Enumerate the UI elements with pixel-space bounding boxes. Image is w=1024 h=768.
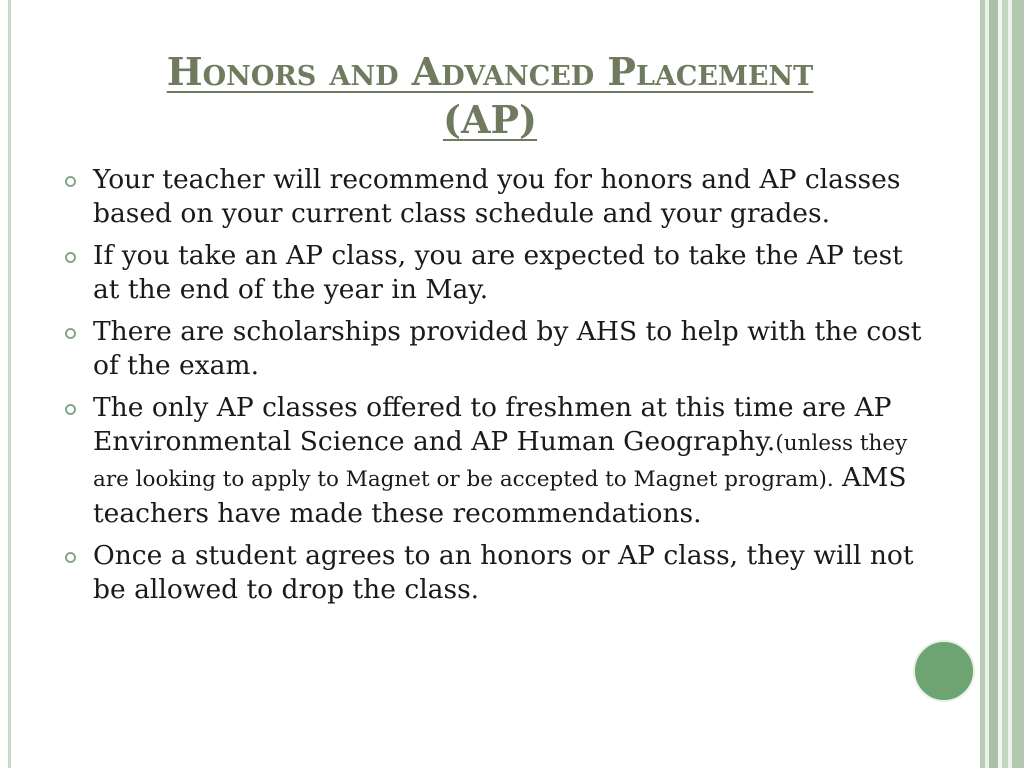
- left-border-line: [8, 0, 11, 768]
- slide-title-line-2: (AP): [442, 97, 538, 142]
- slide-title: [70, 48, 910, 144]
- bullet-circle-icon: [65, 552, 76, 563]
- bullet-circle-icon: [65, 404, 76, 415]
- bullet-list: [62, 163, 922, 615]
- bullet-circle-icon: [65, 176, 76, 187]
- bullet-text-end: AMS teachers have made these recommendations.: [93, 462, 907, 529]
- right-decorative-bars: [980, 0, 1024, 768]
- bullet-text: There are scholarships provided by AHS to help with the cost of the exam.: [93, 316, 922, 381]
- bullet-item: [62, 391, 922, 531]
- bullet-circle-icon: [65, 252, 76, 263]
- bullet-item: [62, 539, 922, 607]
- decorative-green-circle: [913, 640, 975, 702]
- bullet-text-note: (unless they are looking to apply to Magnet or be accepted to Magnet program).: [93, 431, 908, 492]
- bullet-text: If you take an AP class, you are expected to take the AP test at the end of the year in May.: [93, 240, 903, 305]
- bullet-item: [62, 239, 922, 307]
- bullet-text: Once a student agrees to an honors or AP class, they will not be allowed to drop the class.: [93, 540, 914, 605]
- slide-title-line-1: Honors and Advanced Placement: [166, 49, 814, 94]
- bullet-text: The only AP classes offered to freshmen at this time are AP Environmental Science and AP Human Geography.: [93, 392, 892, 457]
- bullet-item: [62, 315, 922, 383]
- bullet-circle-icon: [65, 328, 76, 339]
- bullet-text: Your teacher will recommend you for honors and AP classes based on your current class schedule and your grades.: [93, 164, 901, 229]
- bullet-item: [62, 163, 922, 231]
